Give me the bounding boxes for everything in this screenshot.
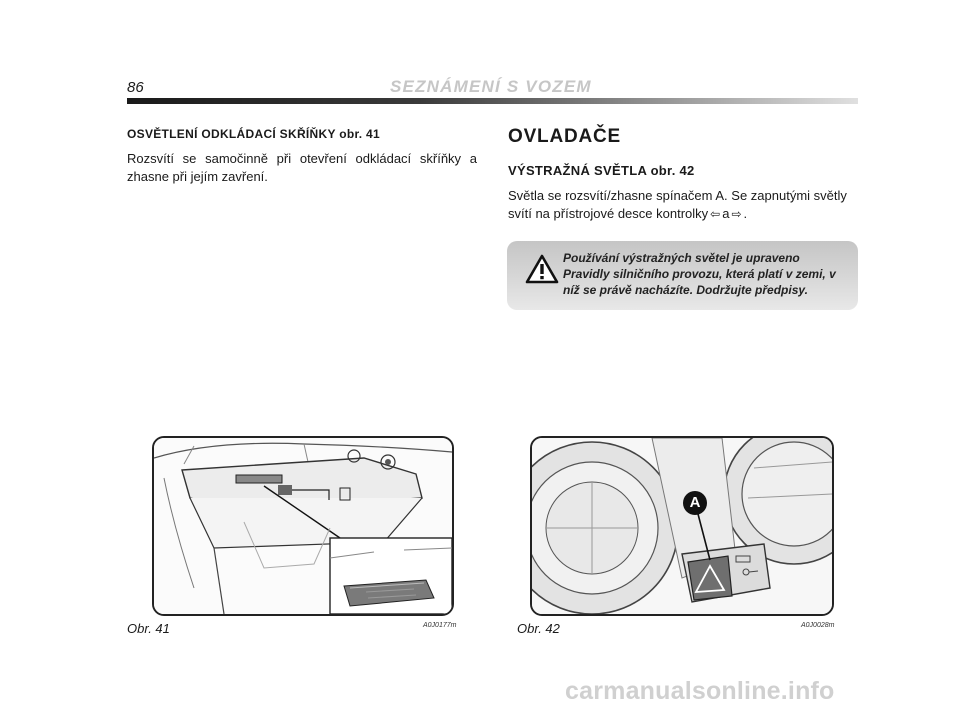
warning-triangle-icon <box>525 254 559 284</box>
header-rule <box>127 98 858 104</box>
figure-caption-41: Obr. 41 <box>127 621 170 636</box>
warning-box <box>507 241 858 310</box>
image-code-41: A0J0177m <box>423 622 457 629</box>
page-number: 86 <box>127 79 144 96</box>
warning-text: Používání výstražných světel je upraveno Pravidly silničního provozu, která platí v zemi, v níž se právě nacházíte. Dodržujte předpisy. <box>563 251 836 297</box>
figure-hazard-switch <box>530 436 834 616</box>
figure-caption-42: Obr. 42 <box>517 621 560 636</box>
figure-glovebox <box>152 436 454 616</box>
watermark: carmanualsonline.info <box>565 677 835 705</box>
image-code-42: A0J0028m <box>801 622 835 629</box>
section-heading-hazard-lights: VÝSTRAŽNÁ SVĚTLA obr. 42 <box>508 163 695 178</box>
arrow-left-outline-icon: ⇦ <box>710 207 721 221</box>
callout-label-a: A <box>683 491 707 515</box>
hazard-switch-illustration <box>532 438 832 614</box>
paragraph-hazard-lights <box>508 187 858 223</box>
paragraph-end: . <box>743 206 748 221</box>
paragraph-conjunction: a <box>722 206 730 221</box>
chapter-heading: OVLADAČE <box>508 126 622 147</box>
paragraph-hazard-lights-text: Světla se rozsvítí/zhasne spínačem A. Se zapnutými světly svítí na přístrojové desce kontrolky <box>508 188 847 221</box>
running-title: SEZNÁMENÍ S VOZEM <box>390 77 592 96</box>
section-heading-glovebox-light: OSVĚTLENÍ ODKLÁDACÍ SKŘÍŇKY obr. 41 <box>127 127 380 141</box>
glovebox-illustration <box>154 438 452 614</box>
paragraph-glovebox-light: Rozsvítí se samočinně při otevření odkládací skříňky a zhasne při jejím zavření. <box>127 151 477 184</box>
arrow-right-outline-icon: ⇨ <box>731 207 742 221</box>
